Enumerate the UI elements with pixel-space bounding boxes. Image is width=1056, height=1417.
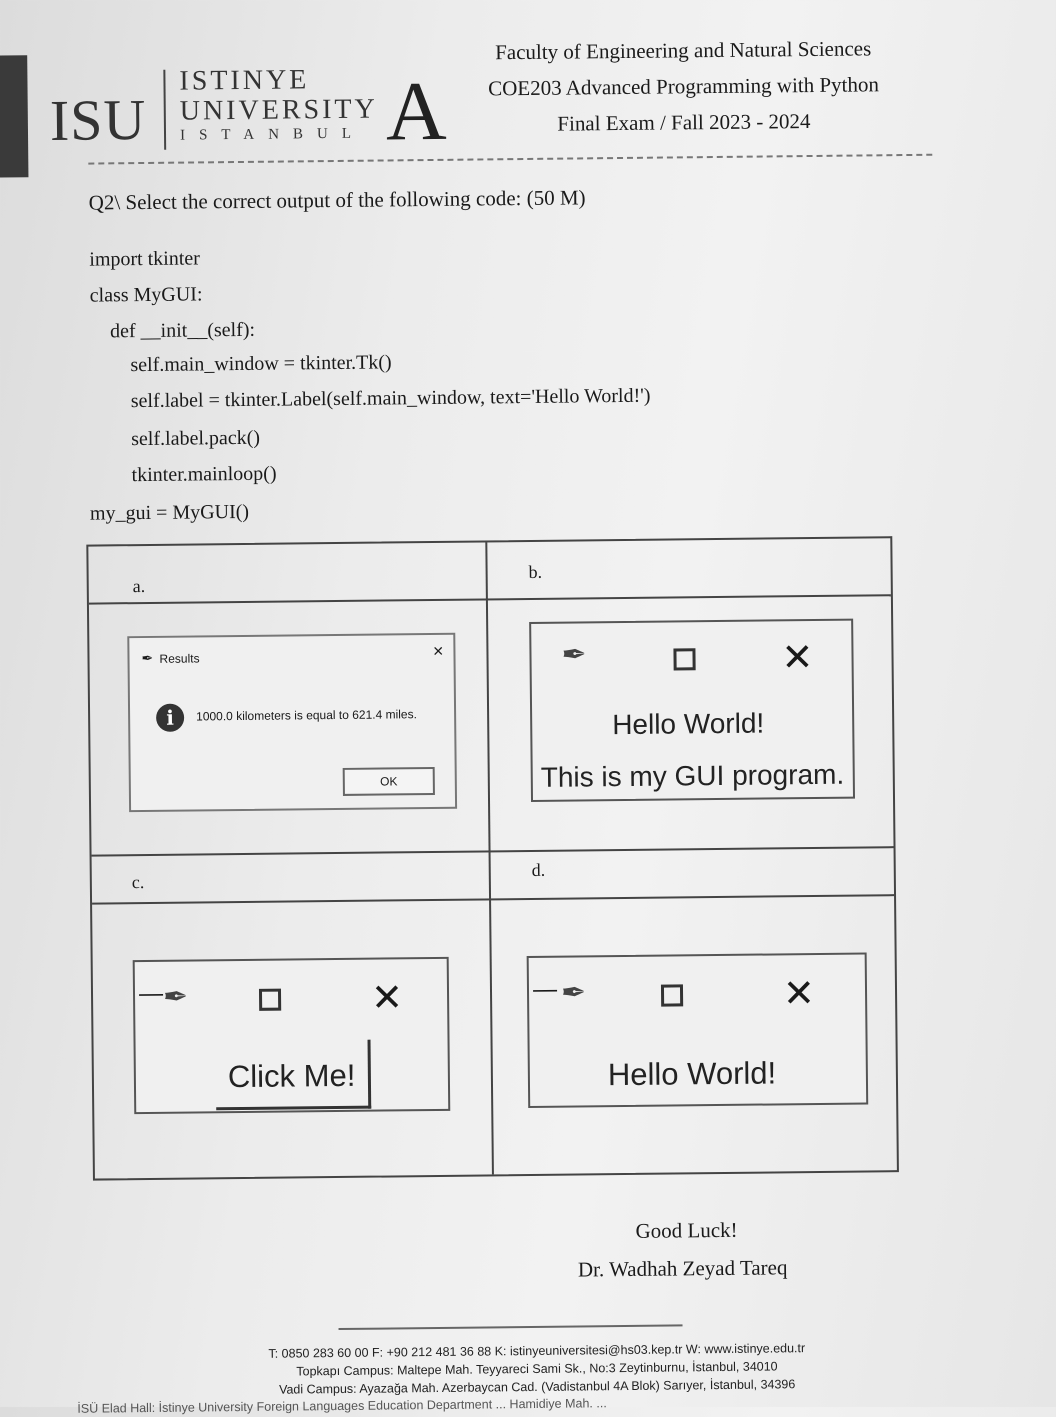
course-title: COE203 Advanced Programming with Python — [488, 72, 880, 101]
code-line: my_gui = MyGUI() — [89, 500, 250, 525]
side-bar-decoration — [0, 55, 28, 177]
exam-title: Final Exam / Fall 2023 - 2024 — [557, 109, 811, 136]
option-d-window — [527, 952, 869, 1108]
logo-university-line1: ISTINYE — [179, 64, 310, 97]
maximize-icon — [661, 984, 683, 1006]
code-line: class MyGUI: — [89, 283, 203, 307]
header-divider — [88, 154, 932, 165]
signature-rule — [339, 1324, 683, 1330]
footer-partial-line: İSÜ Elad Hall: İstinye University Foreign Languages Education Department ... Hamidiye Mah. ... — [77, 1396, 607, 1416]
window-label-line1: Hello World! — [612, 707, 765, 741]
code-line: self.main_window = tkinter.Tk() — [130, 351, 392, 377]
logo-university-line2: UNIVERSITY — [179, 93, 378, 127]
feather-icon: ✒ — [561, 638, 587, 672]
code-line: tkinter.mainloop() — [131, 462, 277, 487]
footer-topkapi-address: Topkapı Campus: Maltepe Mah. Teyyareci Sami Sk., No:3 Zeytinburnu, İstanbul, 34010 — [296, 1359, 778, 1379]
feather-icon: ✒ — [162, 980, 189, 1014]
options-grid — [86, 536, 899, 1180]
exam-version-letter: A — [385, 64, 447, 159]
dialog-title: Results — [159, 651, 200, 666]
maximize-icon — [673, 648, 695, 670]
option-b-window — [529, 619, 855, 802]
option-c-label: c. — [131, 872, 145, 893]
author-name: Dr. Wadhah Zeyad Tareq — [577, 1255, 788, 1282]
logo-divider — [163, 70, 166, 150]
close-icon: ✕ — [782, 973, 816, 1016]
code-line: self.label = tkinter.Label(self.main_window, text='Hello World!') — [130, 384, 651, 413]
maximize-icon — [259, 989, 281, 1011]
info-icon: i — [156, 704, 184, 732]
button-label: Click Me! — [227, 1057, 356, 1095]
logo-abbreviation: ISU — [49, 86, 147, 153]
logo-university-line3: ISTANBUL — [179, 125, 366, 144]
close-icon: × — [432, 640, 444, 661]
option-a-dialog — [127, 633, 457, 812]
minimize-icon: — — [532, 975, 558, 1003]
good-luck-text: Good Luck! — [635, 1217, 738, 1243]
grid-divider — [92, 894, 894, 904]
grid-divider — [92, 846, 894, 856]
code-line: import tkinter — [89, 247, 200, 271]
dialog-message: 1000.0 kilometers is equal to 621.4 miles. — [196, 707, 417, 724]
code-line: self.label.pack() — [131, 426, 261, 451]
footer-vadi-address: Vadi Campus: Ayazağa Mah. Azerbaycan Cad. (Vadistanbul 4A Blok) Sarıyer, İstanbul, 34396 — [278, 1377, 796, 1397]
option-a-label: a. — [132, 576, 146, 597]
close-icon: ✕ — [370, 977, 404, 1020]
option-c-window — [133, 957, 451, 1114]
option-b-label: b. — [528, 561, 543, 582]
window-label-line2: This is my GUI program. — [540, 758, 845, 793]
grid-divider — [89, 594, 891, 604]
option-d-label: d. — [531, 859, 546, 880]
window-label: Hello World! — [607, 1055, 777, 1093]
footer-contact: T: 0850 283 60 00 F: +90 212 481 36 88 K: istinyeuniversitesi@hs03.kep.tr W: www.istinye.edu.tr — [268, 1341, 806, 1361]
faculty-title: Faculty of Engineering and Natural Sciences — [494, 36, 872, 65]
code-line: def __init__(self): — [109, 318, 256, 343]
feather-icon: ✒ — [141, 649, 154, 667]
close-icon: ✕ — [781, 637, 814, 680]
ok-button: OK — [343, 767, 435, 796]
feather-icon: ✒ — [560, 976, 587, 1010]
question-text: Q2\ Select the correct output of the following code: (50 M) — [88, 185, 586, 215]
minimize-icon: — — [138, 979, 164, 1008]
grid-divider-vertical — [485, 542, 494, 1174]
